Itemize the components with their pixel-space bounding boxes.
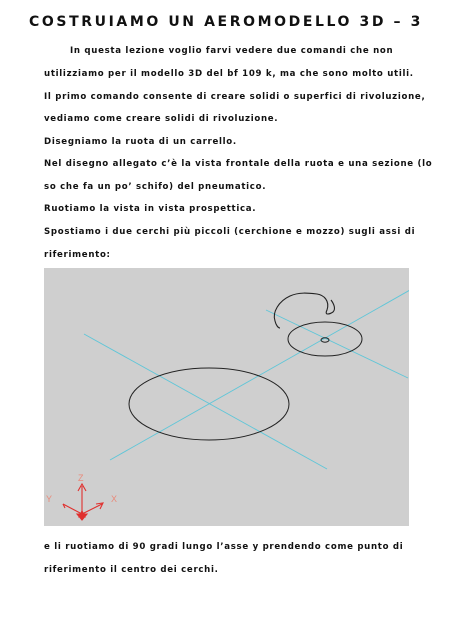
axis-label-y: Y — [46, 494, 53, 504]
paragraph-line: riferimento il centro dei cerchi. — [44, 565, 219, 575]
paragraph-line: Nel disegno allegato c’è la vista frontale della ruota e una sezione (lo — [44, 159, 433, 169]
paragraph-line: Disegniamo la ruota di un carrello. — [44, 137, 237, 147]
rim-circle — [288, 322, 362, 356]
paragraph-line: e li ruotiamo di 90 gradi lungo l’asse y prendendo come punto di — [44, 542, 404, 552]
cad-viewport-figure — [44, 268, 409, 526]
axis-label-z: Z — [78, 473, 84, 483]
reference-axis-line — [84, 334, 327, 469]
axis-label-x: X — [111, 494, 118, 504]
document-title: COSTRUIAMO UN AEROMODELLO 3D – 3 — [29, 14, 423, 30]
reference-axis-line — [266, 310, 408, 378]
reference-axis-line — [110, 290, 409, 460]
tyre-section-profile — [274, 293, 334, 328]
cad-drawing — [44, 268, 409, 526]
paragraph-line: utilizziamo per il modello 3D del bf 109 k, ma che sono molto utili. — [44, 69, 414, 79]
paragraph-line: riferimento: — [44, 250, 111, 260]
paragraph-line: Spostiamo i due cerchi più piccoli (cerchione e mozzo) sugli assi di — [44, 227, 416, 237]
paragraph-line: Ruotiamo la vista in vista prospettica. — [44, 204, 257, 214]
ucs-icon — [63, 484, 103, 520]
paragraph-line: so che fa un po’ schifo) del pneumatico. — [44, 182, 267, 192]
paragraph-line: vediamo come creare solidi di rivoluzione. — [44, 114, 279, 124]
paragraph-line: Il primo comando consente di creare solidi o superfici di rivoluzione, — [44, 92, 426, 102]
paragraph-line: In questa lezione voglio farvi vedere due comandi che non — [70, 46, 394, 56]
